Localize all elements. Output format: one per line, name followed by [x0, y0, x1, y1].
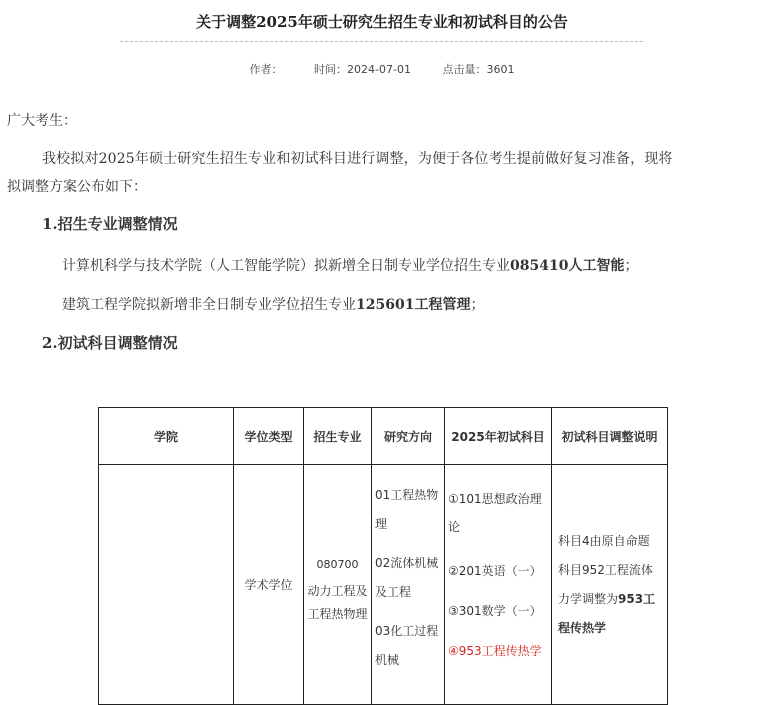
section1-heading: 1.招生专业调整情况	[42, 215, 178, 233]
header-exam-subjects: 2025年初试科目	[445, 408, 552, 465]
major-code: 080700	[316, 557, 359, 571]
cell-major	[304, 465, 372, 705]
subject-item-changed: ④953工程传热学	[448, 644, 542, 658]
header-degree-type: 学位类型	[234, 408, 304, 465]
subject-item: ③301数学（一）	[448, 604, 542, 618]
section1-item-ai	[62, 255, 638, 275]
direction-item: 02流体机械及工程	[375, 556, 439, 599]
cell-exam-subjects	[445, 465, 552, 705]
intro-paragraph-line1: 我校拟对2025年硕士研究生招生专业和初试科目进行调整，为便于各位考生提前做好复习准备，现将	[42, 151, 673, 167]
section1-item-engineering	[62, 294, 484, 314]
header-direction: 研究方向	[372, 408, 445, 465]
clicks-value: 3601	[486, 63, 515, 76]
greeting: 广大考生：	[7, 113, 77, 129]
title-divider	[120, 41, 643, 42]
section2-heading: 2.初试科目调整情况	[42, 334, 178, 352]
intro-paragraph-line2: 拟调整方案公布如下：	[7, 179, 147, 195]
cell-degree-type: 学术学位	[234, 465, 304, 705]
direction-item: 01工程热物理	[375, 488, 439, 531]
article-meta	[0, 61, 764, 77]
section1-item-ai-text: 计算机科学与技术学院（人工智能学院）拟新增全日制专业学位招生专业	[62, 258, 510, 274]
author-label: 作者：	[249, 63, 283, 76]
publish-time	[314, 63, 411, 76]
section1-item-engineering-text: 建筑工程学院拟新增非全日制专业学位招生专业	[62, 297, 356, 313]
major-name: 动力工程及工程热物理	[307, 583, 368, 621]
direction-item: 03化工过程机械	[375, 624, 439, 667]
header-adjustment-note: 初试科目调整说明	[552, 408, 668, 465]
header-college: 学院	[99, 408, 234, 465]
cell-adjustment-note	[552, 465, 668, 705]
cell-directions	[372, 465, 445, 705]
note-text: 科目4由原自命题科目952工程流体力学调整为	[558, 533, 653, 606]
cell-college	[99, 465, 234, 705]
time-label: 时间：	[314, 63, 348, 76]
note-new-subject: 953工程传热学	[558, 591, 656, 635]
click-count	[442, 63, 514, 76]
subject-adjustment-table	[98, 407, 668, 705]
time-value: 2024-07-01	[347, 63, 411, 76]
article-title: 关于调整2025年硕士研究生招生专业和初试科目的公告	[196, 13, 568, 31]
table-header-row	[99, 408, 668, 465]
section1-item-engineering-end: ；	[470, 297, 485, 313]
subject-item: ②201英语（一）	[448, 564, 542, 578]
table-row	[99, 465, 668, 705]
section1-item-ai-end: ；	[624, 258, 639, 274]
header-major: 招生专业	[304, 408, 372, 465]
section1-item-engineering-major: 125601工程管理	[356, 297, 471, 313]
clicks-label: 点击量：	[442, 63, 487, 76]
section1-item-ai-major: 085410人工智能	[510, 258, 625, 274]
subject-item: ①101思想政治理论	[448, 492, 542, 534]
